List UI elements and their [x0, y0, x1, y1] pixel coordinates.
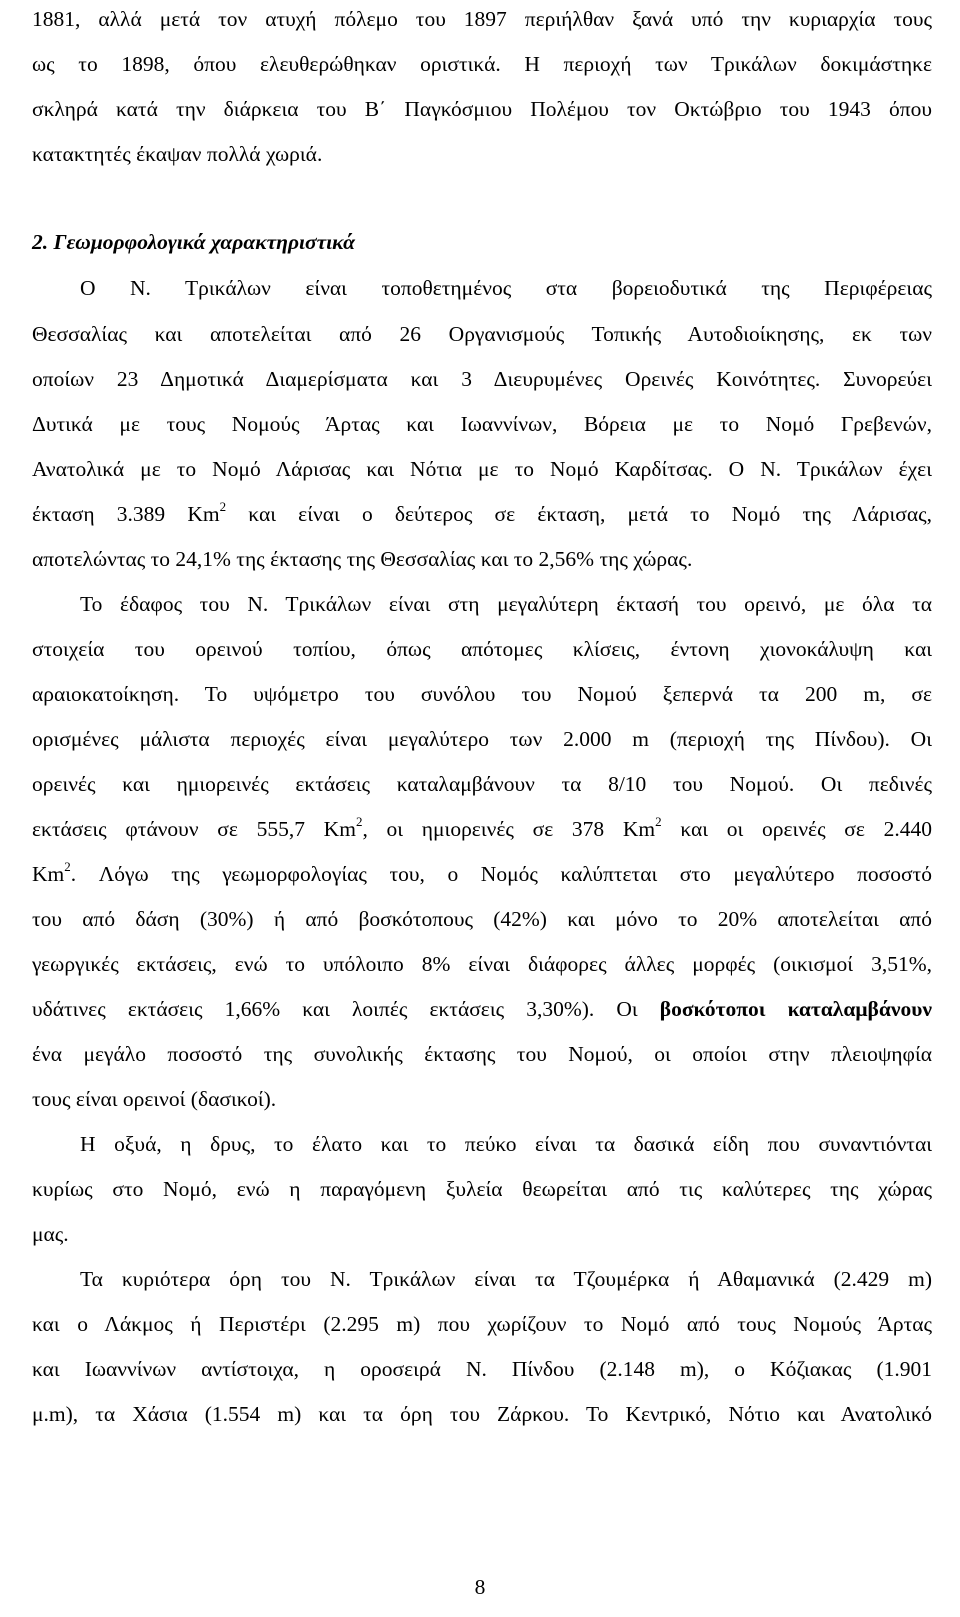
text-line: Δυτικά με τους Νομούς Άρτας και Ιωαννίνων, Βόρεια με το Νομό Γρεβενών,	[32, 412, 932, 436]
superscript: 2	[64, 858, 71, 874]
text-line: τους είναι ορεινοί (δασικοί).	[32, 1087, 277, 1111]
text-line: Τα κυριότερα όρη του Ν. Τρικάλων είναι τα Τζουμέρκα ή Αθαμανικά (2.429 m)	[80, 1267, 932, 1291]
text-line: κυρίως στο Νομό, ενώ η παραγόμενη ξυλεία θεωρείται από τις καλύτερες της χώρας	[32, 1177, 932, 1201]
text-line: οποίων 23 Δημοτικά Διαμερίσματα και 3 Διευρυμένες Ορεινές Κοινότητες. Συνορεύει	[32, 367, 932, 391]
text-line: 1881, αλλά μετά τον ατυχή πόλεμο του 1897 περιήλθαν ξανά υπό την κυριαρχία τους	[32, 7, 932, 31]
text-line: αποτελώντας το 24,1% της έκτασης της Θεσσαλίας και το 2,56% της χώρας.	[32, 547, 693, 571]
text-line: Ανατολικά με το Νομό Λάρισας και Νότια με το Νομό Καρδίτσας. Ο Ν. Τρικάλων έχει	[32, 457, 932, 481]
text-line: του από δάση (30%) ή από βοσκότοπους (42%) και μόνο το 20% αποτελείται από	[32, 907, 932, 931]
text-line: σκληρά κατά την διάρκεια του Β΄ Παγκόσμιου Πολέμου τον Οκτώβριο του 1943 όπου	[32, 97, 932, 121]
text-line: κατακτητές έκαψαν πολλά χωριά.	[32, 142, 323, 166]
text-line: μ.m), τα Χάσια (1.554 m) και τα όρη του Ζάρκου. Το Κεντρικό, Νότιο και Ανατολικό	[32, 1402, 932, 1426]
text-line: και ο Λάκμος ή Περιστέρι (2.295 m) που χωρίζουν το Νομό από τους Νομούς Άρτας	[32, 1312, 932, 1336]
text-line: Η οξυά, η δρυς, το έλατο και το πεύκο είναι τα δασικά είδη που συναντιόνται	[80, 1132, 932, 1156]
superscript: 2	[219, 498, 227, 514]
superscript: 2	[355, 813, 363, 829]
text-line: Ο Ν. Τρικάλων είναι τοποθετημένος στα βορειοδυτικά της Περιφέρειας	[80, 276, 932, 300]
superscript: 2	[655, 813, 662, 829]
text-line: ορεινές και ημιορεινές εκτάσεις καταλαμβάνουν τα 8/10 του Νομού. Οι πεδινές	[32, 772, 932, 796]
page-number: 8	[474, 1575, 486, 1599]
text-line: αραιοκατοίκηση. Το υψόμετρο του συνόλου του Νομού ξεπερνά τα 200 m, σε	[32, 682, 932, 706]
text-line: έκταση 3.389 Km$^2$ και είναι ο δεύτερος σε έκταση, μετά το Νομό της Λάρισας,	[32, 498, 932, 526]
text-line: ορισμένες μάλιστα περιοχές είναι μεγαλύτερο των 2.000 m (περιοχή της Πίνδου). Οι	[32, 727, 932, 751]
text-line: ως το 1898, όπου ελευθερώθηκαν οριστικά. Η περιοχή των Τρικάλων δοκιμάστηκε	[32, 52, 932, 76]
text-line: Το έδαφος του Ν. Τρικάλων είναι στη μεγαλύτερη έκτασή του ορεινό, με όλα τα	[80, 592, 932, 616]
text-line: και Ιωαννίνων αντίστοιχα, η οροσειρά Ν. Πίνδου (2.148 m), ο Κόζιακας (1.901	[32, 1357, 932, 1381]
text-line: μας.	[32, 1222, 69, 1246]
text-line: εκτάσεις φτάνουν σε 555,7 Km$^2$, οι ημιορεινές σε 378 Km$^2$ και οι ορεινές σε 2.440	[32, 813, 933, 841]
text-line: γεωργικές εκτάσεις, ενώ το υπόλοιπο 8% είναι διάφορες άλλες μορφές (οικισμοί 3,51%,	[32, 952, 932, 976]
section-heading: 2. Γεωμορφολογικά χαρακτηριστικά	[32, 230, 355, 254]
text-line: υδάτινες εκτάσεις 1,66% και λοιπές εκτάσεις 3,30%). Οι βοσκότοποι καταλαμβάνουν	[32, 997, 932, 1021]
text-line: Θεσσαλίας και αποτελείται από 26 Οργανισμούς Τοπικής Αυτοδιοίκησης, εκ των	[32, 322, 932, 346]
bold-text: βοσκότοποι καταλαμβάνουν	[659, 997, 932, 1021]
text-line: ένα μεγάλο ποσοστό της συνολικής έκτασης του Νομού, οι οποίοι στην πλειοψηφία	[32, 1042, 932, 1066]
text-line: στοιχεία του ορεινού τοπίου, όπως απότομες κλίσεις, έντονη χιονοκάλυψη και	[32, 637, 932, 661]
text-line: Km$^2$. Λόγω της γεωμορφολογίας του, ο Νομός καλύπτεται στο μεγαλύτερο ποσοστό	[32, 858, 932, 886]
